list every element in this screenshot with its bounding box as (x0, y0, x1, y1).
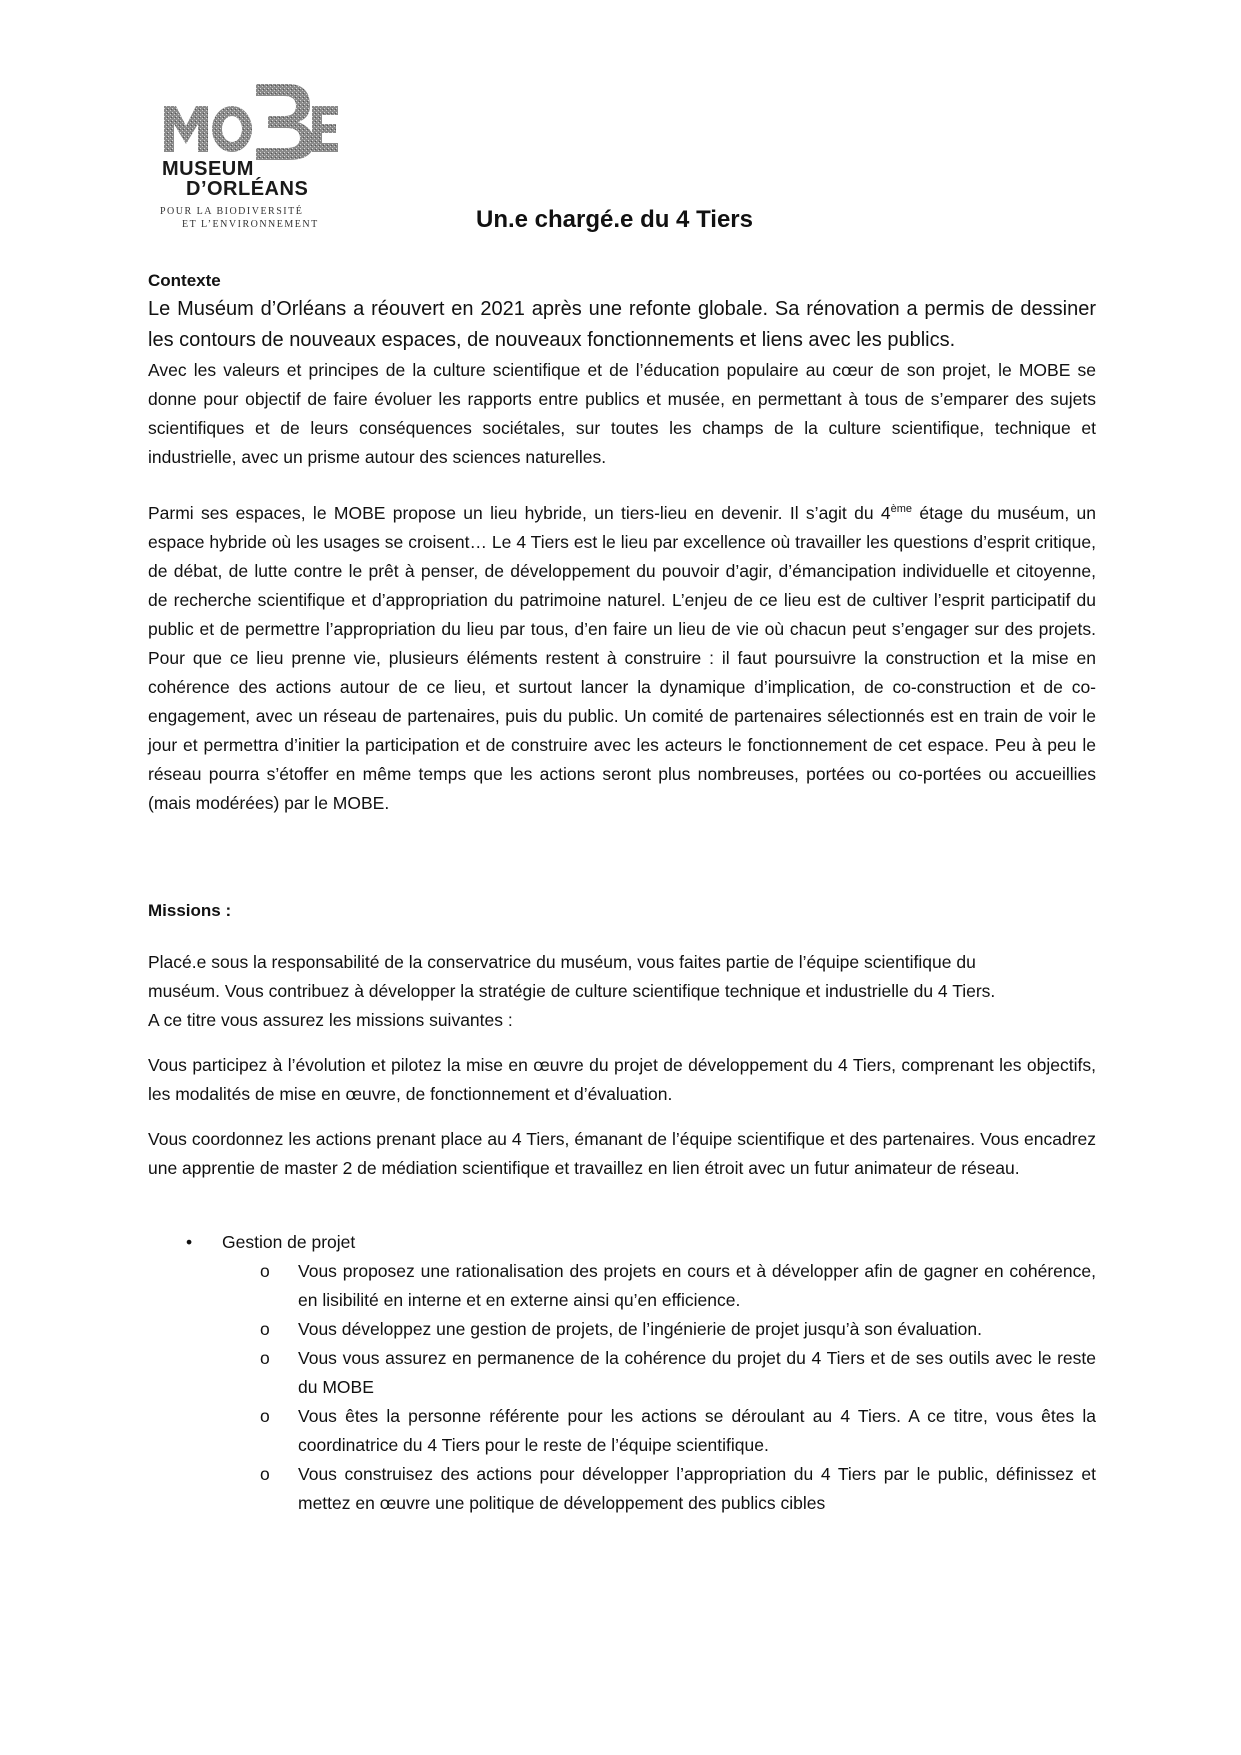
context-paragraph-1: Avec les valeurs et principes de la culture scientifique et de l’éducation populaire au cœur de son projet, le MOBE se donne pour objectif de faire évoluer les rapports entre publics et musée, en permettant à tous de s’emparer des sujets scientifiques et de leurs conséquences sociétales, sur toutes les champs de la culture scientifique, technique et industrielle, avec un prisme autour des sciences naturelles. (148, 360, 1096, 467)
logo-text-museum: MUSEUM (162, 158, 254, 180)
sub-bullet-marker: o (260, 1464, 270, 1484)
missions-paragraph-1 (148, 948, 1096, 1035)
sub-item-text: Vous êtes la personne référente pour les actions se déroulant au 4 Tiers. A ce titre, vous êtes la coordinatrice du 4 Tiers pour le reste de l’équipe scientifique. (298, 1406, 1096, 1455)
missions-paragraph-3: Vous coordonnez les actions prenant place au 4 Tiers, émanant de l’équipe scientifique et des partenaires. Vous encadrez une apprentie de master 2 de médiation scientifique et travaillez en lien étroit avec un futur animateur de réseau. (148, 1129, 1096, 1178)
sub-list (148, 1257, 1096, 1518)
museum-logo (160, 80, 340, 235)
sub-item-text: Vous vous assurez en permanence de la cohérence du projet du 4 Tiers et de ses outils avec le reste du MOBE (298, 1348, 1096, 1397)
logo-text-orleans: D’ORLÉANS (186, 178, 309, 200)
bullet-label: Gestion de projet (222, 1232, 356, 1252)
context-paragraph-2 (148, 499, 1096, 818)
bullet-marker: • (186, 1232, 193, 1252)
section-heading-contexte: Contexte (148, 271, 221, 290)
list-item (148, 1460, 1096, 1518)
missions-paragraph-2: Vous participez à l’évolution et pilotez la mise en œuvre du projet de développement du 4 Tiers, comprenant les objectifs, les modalités de mise en œuvre, de fonctionnement et d’évaluation. (148, 1055, 1096, 1104)
page-title: Un.e chargé.e du 4 Tiers (476, 206, 753, 233)
missions-paragraph-1-line-1: Placé.e sous la responsabilité de la conservatrice du muséum, vous faites partie de l’équipe scientifique du (148, 952, 976, 972)
missions-paragraph-1-line-3: A ce titre vous assurez les missions suivantes : (148, 1010, 513, 1030)
sub-item-text: Vous construisez des actions pour développer l’appropriation du 4 Tiers par le public, définissez et mettez en œuvre une politique de développement des publics cibles (298, 1464, 1096, 1513)
list-item (148, 1228, 1096, 1257)
list-item (148, 1344, 1096, 1402)
document-body (148, 268, 1096, 1518)
sub-item-text: Vous développez une gestion de projets, de l’ingénierie de projet jusqu’à son évaluation. (298, 1319, 982, 1339)
sub-bullet-marker: o (260, 1406, 270, 1426)
section-heading-missions: Missions : (148, 901, 232, 920)
ordinal-superscript: ème (890, 503, 913, 516)
context-paragraph-2-part-b: étage du muséum, un espace hybride où les usages se croisent… Le 4 Tiers est le lieu par excellence où travailler les questions d’esprit critique, de débat, de lutte contre le prêt à penser, de développement du pouvoir d’agir, d’émancipation individuelle et citoyenne, de recherche scientifique et d’appropriation du patrimoine naturel. L’enjeu de ce lieu est de cultiver l’esprit participatif du public et de permettre l’appropriation du lieu par tous, d’en faire un lieu de vie où chacun peut s’engager sur des projets. Pour que ce lieu prenne vie, plusieurs éléments restent à construire : il faut poursuivre la construction et la mise en cohérence des actions autour de ce lieu, et surtout lancer la dynamique d’implication, de co-construction et de co-engagement, avec un réseau de partenaires, puis du public. Un comité de partenaires sélectionnés est en train de voir le jour et permettra d’initier la participation et de construire avec les acteurs le fonctionnement de cet espace. Peu à peu le réseau pourra s’étoffer en même temps que les actions seront plus nombreuses, portées ou co-portées ou accueillies (mais modérées) par le MOBE. (148, 503, 1097, 813)
logo-tagline-1: POUR LA BIODIVERSITÉ (160, 206, 304, 217)
mobe-logo-mark (160, 80, 340, 160)
sub-bullet-marker: o (260, 1348, 270, 1368)
context-paragraph-2-part-a: Parmi ses espaces, le MOBE propose un lieu hybride, un tiers-lieu en devenir. Il s’agit du 4 (148, 503, 891, 523)
list-item (148, 1402, 1096, 1460)
context-intro-paragraph: Le Muséum d’Orléans a réouvert en 2021 après une refonte globale. Sa rénovation a permis de dessiner les contours de nouveaux espaces, de nouveaux fonctionnements et liens avec les publics. (148, 298, 1096, 351)
list-item (148, 1257, 1096, 1315)
logo-tagline-2: ET L’ENVIRONNEMENT (182, 219, 319, 230)
sub-bullet-marker: o (260, 1319, 270, 1339)
missions-paragraph-1-line-2: muséum. Vous contribuez à développer la stratégie de culture scientifique technique et industrielle du 4 Tiers. (148, 981, 996, 1001)
list-item (148, 1315, 1096, 1344)
bullet-list (148, 1228, 1096, 1518)
sub-item-text: Vous proposez une rationalisation des projets en cours et à développer afin de gagner en cohérence, en lisibilité en interne et en externe ainsi qu’en efficience. (298, 1261, 1096, 1310)
sub-bullet-marker: o (260, 1261, 270, 1281)
